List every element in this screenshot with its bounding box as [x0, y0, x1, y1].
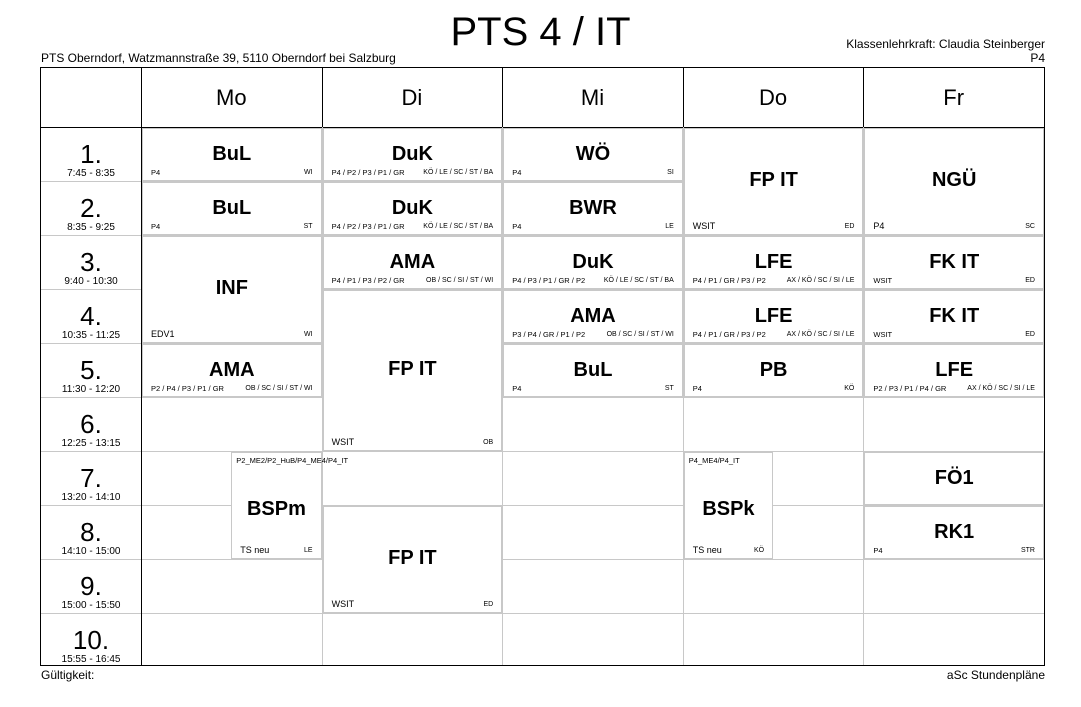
lesson-teacher: STR: [1020, 547, 1035, 554]
period-time: 14:10 - 15:00: [61, 546, 121, 557]
period-time: 10:35 - 11:25: [61, 330, 121, 341]
lesson-teacher: LE: [304, 547, 313, 554]
day-header: Mi: [580, 85, 605, 110]
lesson-card[interactable]: [323, 506, 503, 613]
lesson-teacher: KÖ / LE / SC / ST / BA: [423, 223, 494, 230]
lesson-teacher: OB / SC / SI / ST / WI: [606, 331, 674, 338]
lesson-card[interactable]: [323, 182, 503, 235]
lesson-group: P4: [512, 168, 522, 177]
lesson-card[interactable]: [503, 290, 683, 343]
lesson-teacher: KÖ: [753, 547, 765, 554]
lesson-group: P4: [151, 168, 161, 177]
period-time: 8:35 - 9:25: [67, 222, 115, 233]
lesson-card[interactable]: [142, 182, 322, 235]
lesson-card[interactable]: [323, 290, 503, 451]
lesson-subject: INF: [215, 276, 248, 299]
lesson-teacher: AX / KÖ / SC / SI / LE: [786, 277, 855, 284]
lesson-subject: FK IT: [929, 251, 980, 273]
lesson-teacher: LE: [665, 223, 674, 230]
lesson-group-list: P4_ME4/P4_IT: [688, 456, 740, 465]
period-number: 10.: [72, 625, 110, 655]
lesson-group: TS neu: [240, 545, 270, 555]
period-time: 15:00 - 15:50: [61, 600, 121, 611]
lesson-teacher: OB / SC / SI / ST / WI: [426, 277, 494, 284]
lesson-group: WSIT: [692, 221, 716, 231]
lesson-group: P4 / P1 / GR / P3 / P2: [692, 330, 766, 339]
lesson-subject: FP IT: [388, 357, 437, 380]
lesson-card[interactable]: [864, 506, 1044, 559]
lesson-subject: BuL: [212, 143, 252, 165]
lesson-group: P4: [873, 546, 883, 555]
lesson-group: P4: [151, 222, 161, 231]
day-header: Di: [401, 85, 423, 110]
period-number: 6.: [80, 409, 102, 439]
lesson-subject: BuL: [573, 359, 613, 381]
page-title: PTS 4 / IT: [450, 10, 631, 54]
lesson-group: P4: [692, 384, 702, 393]
timetable-grid: [40, 67, 1045, 666]
lesson-subject: DuK: [391, 143, 433, 165]
lesson-card[interactable]: [503, 344, 683, 397]
lesson-card[interactable]: [864, 344, 1044, 397]
lesson-group: P2 / P4 / P3 / P1 / GR: [151, 384, 224, 393]
lesson-subject: LFE: [935, 359, 974, 381]
period-time: 7:45 - 8:35: [67, 168, 115, 179]
lesson-group: P4 / P3 / P1 / GR / P2: [512, 276, 586, 285]
lesson-group: WSIT: [873, 330, 893, 339]
lesson-group: WSIT: [331, 599, 355, 609]
lesson-subject: LFE: [754, 251, 793, 273]
lesson-subject: FÖ1: [934, 467, 974, 489]
lesson-subject: BSPm: [246, 497, 306, 520]
period-time: 11:30 - 12:20: [61, 384, 121, 395]
period-time: 13:20 - 14:10: [61, 492, 121, 503]
lesson-teacher: WI: [304, 169, 313, 176]
lesson-teacher: WI: [304, 331, 313, 338]
lesson-teacher: ED: [1025, 277, 1035, 284]
lesson-group: P4: [512, 222, 522, 231]
lesson-group: P4 / P2 / P3 / P1 / GR: [331, 168, 405, 177]
grid-hline: [41, 559, 1044, 560]
lesson-teacher: ED: [483, 601, 494, 608]
lesson-teacher: OB: [483, 439, 494, 446]
lesson-group: P4: [512, 384, 522, 393]
lesson-teacher: SC: [1025, 223, 1035, 230]
period-number: 5.: [80, 355, 102, 385]
period-time: 12:25 - 13:15: [61, 438, 121, 449]
school-address: PTS Oberndorf, Watzmannstraße 39, 5110 Oberndorf bei Salzburg: [41, 51, 396, 65]
lesson-subject: AMA: [570, 305, 616, 327]
lesson-card[interactable]: [864, 290, 1044, 343]
lesson-card[interactable]: [323, 128, 503, 181]
lesson-subject: PB: [759, 359, 788, 381]
lesson-card[interactable]: [503, 236, 683, 289]
grid-hline: [41, 613, 1044, 614]
lesson-subject: WÖ: [575, 143, 611, 165]
lesson-subject: AMA: [209, 359, 255, 381]
validity-label: Gültigkeit:: [41, 668, 95, 682]
lesson-card[interactable]: [142, 236, 322, 343]
lesson-teacher: ST: [303, 223, 313, 230]
lesson-teacher: SI: [667, 169, 674, 176]
lesson-subject: FP IT: [749, 168, 798, 191]
lesson-group: P4 / P1 / GR / P3 / P2: [692, 276, 766, 285]
period-time: 15:55 - 16:45: [61, 654, 121, 665]
lesson-card[interactable]: [323, 236, 503, 289]
period-number: 8.: [80, 517, 102, 547]
day-header: Do: [759, 85, 788, 110]
lesson-teacher: KÖ / LE / SC / ST / BA: [423, 169, 494, 176]
lesson-subject: DuK: [572, 251, 614, 273]
lesson-group: P4 / P1 / P3 / P2 / GR: [331, 276, 405, 285]
lesson-card[interactable]: [684, 290, 864, 343]
lesson-group: WSIT: [331, 437, 355, 447]
lesson-group: EDV1: [151, 329, 175, 339]
lesson-card[interactable]: [503, 182, 683, 235]
period-number: 4.: [80, 301, 102, 331]
lesson-subject: BuL: [212, 197, 252, 219]
lesson-card[interactable]: [142, 128, 322, 181]
lesson-subject: RK1: [934, 521, 975, 543]
lesson-teacher: OB / SC / SI / ST / WI: [245, 385, 313, 392]
lesson-subject: LFE: [754, 305, 793, 327]
lesson-teacher: AX / KÖ / SC / SI / LE: [967, 385, 1035, 392]
lesson-card[interactable]: [684, 128, 864, 235]
lesson-teacher: KÖ: [844, 385, 855, 392]
lesson-subject: NGÜ: [931, 168, 977, 191]
lesson-teacher: AX / KÖ / SC / SI / LE: [786, 331, 855, 338]
lesson-card[interactable]: [684, 344, 864, 397]
class-code: P4: [1030, 51, 1045, 65]
period-number: 2.: [80, 193, 102, 223]
period-number: 1.: [80, 139, 102, 169]
lesson-card[interactable]: [684, 452, 773, 559]
lesson-card[interactable]: [864, 128, 1044, 235]
lesson-card[interactable]: [142, 344, 322, 397]
period-number: 3.: [80, 247, 102, 277]
class-teacher: Klassenlehrkraft: Claudia Steinberger: [846, 37, 1045, 51]
lesson-subject: DuK: [391, 197, 433, 219]
period-number: 7.: [80, 463, 102, 493]
lesson-teacher: KÖ / LE / SC / ST / BA: [603, 277, 674, 284]
lesson-group: P4 / P2 / P3 / P1 / GR: [331, 222, 405, 231]
period-number: 9.: [80, 571, 102, 601]
period-time: 9:40 - 10:30: [64, 276, 118, 287]
lesson-group: P2 / P3 / P1 / P4 / GR: [873, 384, 947, 393]
lesson-card[interactable]: [864, 236, 1044, 289]
lesson-subject: AMA: [389, 251, 436, 273]
lesson-subject: BWR: [569, 197, 617, 219]
lesson-group-list: P2_ME2/P2_HuB/P4_ME4/P4_IT: [236, 456, 349, 465]
lesson-subject: FK IT: [929, 305, 980, 327]
lesson-group: P4: [873, 221, 885, 231]
lesson-group: WSIT: [873, 276, 893, 285]
lesson-group: P3 / P4 / GR / P1 / P2: [512, 330, 586, 339]
lesson-group: TS neu: [692, 545, 722, 555]
day-header: Fr: [943, 85, 965, 110]
lesson-teacher: ED: [844, 223, 855, 230]
lesson-subject: FP IT: [388, 546, 437, 569]
day-header: Mo: [216, 85, 247, 110]
lesson-teacher: ST: [664, 385, 674, 392]
lesson-teacher: ED: [1025, 331, 1035, 338]
grid-hline: [41, 397, 1044, 398]
lesson-subject: BSPk: [702, 497, 755, 520]
lesson-card[interactable]: [503, 128, 683, 181]
lesson-card[interactable]: [684, 236, 864, 289]
lesson-card[interactable]: [231, 452, 349, 559]
lesson-card[interactable]: [864, 452, 1044, 505]
software-credit: aSc Stundenpläne: [946, 668, 1045, 682]
